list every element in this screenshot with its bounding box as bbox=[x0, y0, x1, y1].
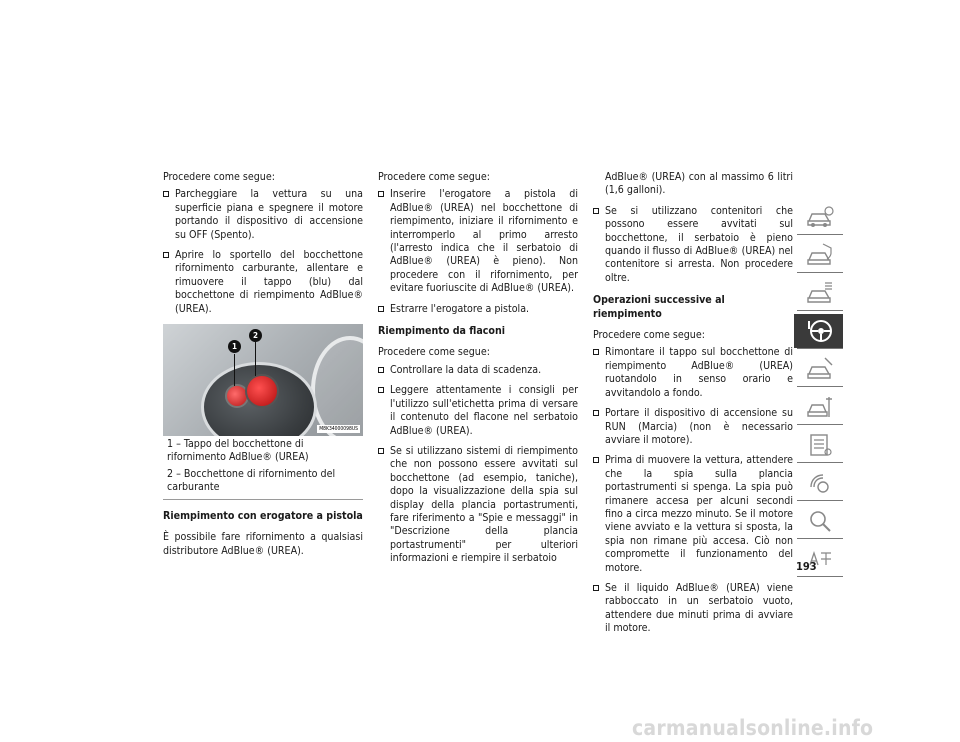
list-item: Portare il dispositivo di accensione su RUN (Marcia) (non è necessario avviare il motore). bbox=[593, 407, 793, 447]
car-safety-icon bbox=[805, 241, 835, 269]
steps-list bbox=[593, 346, 793, 635]
car-emergency-icon bbox=[805, 355, 835, 383]
steps-list bbox=[378, 364, 578, 566]
list-item: Estrarre l'erogatore a pistola. bbox=[378, 303, 578, 316]
chapter-tabs bbox=[797, 200, 843, 580]
steps-list bbox=[593, 205, 793, 285]
tab-getting-to-know[interactable] bbox=[797, 200, 843, 235]
column-right bbox=[593, 171, 793, 643]
paragraph: È possibile fare rifornimento a qualsiasi distributore AdBlue® (UREA). bbox=[163, 531, 363, 557]
continued-text bbox=[593, 171, 793, 198]
tab-service[interactable] bbox=[797, 390, 843, 425]
tab-index[interactable] bbox=[797, 504, 843, 539]
tab-starting-operating[interactable] bbox=[797, 314, 843, 349]
fuel-door-flap bbox=[311, 336, 363, 436]
leader-line-2 bbox=[255, 342, 256, 376]
watermark: carmanualsonline.info bbox=[632, 716, 874, 740]
figure-code: M8K34000098US bbox=[319, 426, 358, 433]
car-lights-icon bbox=[805, 279, 835, 307]
car-info-icon bbox=[805, 203, 835, 231]
callout-2: 2 bbox=[249, 329, 262, 342]
column-left bbox=[163, 171, 363, 565]
tab-safety[interactable] bbox=[797, 238, 843, 273]
list-item: Aprire lo sportello del bocchettone rifornimento carburante, allentare e rimuovere il tappo (blu) dal bocchettone di riempimento AdBlue® (UREA). bbox=[163, 249, 363, 316]
list-item-continuation: AdBlue® (UREA) con al massimo 6 litri (1,6 galloni). bbox=[605, 171, 793, 197]
caption-divider bbox=[163, 499, 363, 500]
intro-text: Procedere come segue: bbox=[163, 171, 275, 183]
tab-multimedia[interactable] bbox=[797, 466, 843, 501]
figure-caption bbox=[167, 438, 363, 495]
list-item: Se si utilizzano contenitori che possono essere avvitati sul bocchettone, il serbatoio è pieno quando il flusso di AdBlue® (UREA) nel contenitore si arresta. Non procedere oltre. bbox=[593, 205, 793, 285]
section-heading: Riempimento con erogatore a pistola bbox=[163, 509, 363, 522]
callout-1: 1 bbox=[228, 340, 241, 353]
page-number: 193 bbox=[796, 560, 817, 573]
list-item: Leggere attentamente i consigli per l'utilizzo sull'etichetta prima di versare il contenuto del flacone nel serbatoio AdBlue® (UREA). bbox=[378, 384, 578, 438]
tab-lights[interactable] bbox=[797, 276, 843, 311]
leader-line-1 bbox=[234, 354, 235, 386]
tab-specifications[interactable] bbox=[797, 428, 843, 463]
caption-item-2: 2 – Bocchettone di rifornimento del carburante bbox=[167, 467, 336, 494]
tab-emergency[interactable] bbox=[797, 352, 843, 387]
list-item: Prima di muovere la vettura, attendere che la spia sulla plancia portastrumenti si spenga. La spia può rimanere accesa per alcuni secondi fino a circa mezzo minuto. Se il motore viene avviato e la vettura si sposta, la spia non rimane più accesa. Ciò non compromette il funzionamento del motore. bbox=[593, 454, 793, 575]
car-service-icon bbox=[805, 393, 835, 421]
caption-item-1: 1 – Tappo del bocchettone di rifornimento AdBlue® (UREA) bbox=[167, 438, 309, 464]
column-middle bbox=[378, 171, 578, 573]
list-item: Rimontare il tappo sul bocchettone di riempimento AdBlue® (UREA) ruotandolo in senso orario e avvitandolo a fondo. bbox=[593, 346, 793, 400]
section-heading: Riempimento da flaconi bbox=[378, 325, 506, 338]
specifications-list-icon bbox=[805, 431, 835, 459]
steps-list bbox=[163, 188, 363, 316]
intro-text: Procedere come segue: bbox=[378, 171, 490, 183]
list-item: Parcheggiare la vettura su una superficie piana e spegnere il motore portando il dispositivo di accensione su OFF (Spento). bbox=[163, 188, 363, 242]
intro-text: Procedere come segue: bbox=[378, 346, 490, 359]
steering-wheel-icon bbox=[805, 317, 835, 345]
list-item: Controllare la data di scadenza. bbox=[378, 364, 578, 377]
fuel-filler-neck bbox=[245, 374, 279, 408]
fuel-door-figure bbox=[163, 324, 363, 436]
multimedia-icon bbox=[805, 469, 835, 497]
list-item: Se si utilizzano sistemi di riempimento che non possono essere avvitati sul bocchettone (ad esempio, taniche), dopo la visualizzazione della spia sul display della plancia portastrumenti, fare riferimento a "Spie e messaggi" in "Descrizione della plancia portastrumenti" per ulteriori informazioni e riempire il serbatoio bbox=[378, 445, 578, 566]
list-item: Inserire l'erogatore a pistola di AdBlue® (UREA) nel bocchettone di riempimento, iniziare il rifornimento e interromperlo al primo arresto (l'arresto indica che il serbatoio di AdBlue® (UREA) è pieno). Non procedere con il rifornimento, per evitare fuoriuscite di AdBlue® (UREA). bbox=[378, 188, 578, 295]
list-item: Se il liquido AdBlue® (UREA) viene rabboccato in un serbatoio vuoto, attendere due minuti prima di avviare il motore. bbox=[593, 582, 793, 636]
intro-text: Procedere come segue: bbox=[593, 329, 705, 342]
search-index-icon bbox=[805, 507, 835, 535]
steps-list bbox=[378, 188, 578, 316]
section-heading: Operazioni successive al riempimento bbox=[593, 294, 725, 320]
